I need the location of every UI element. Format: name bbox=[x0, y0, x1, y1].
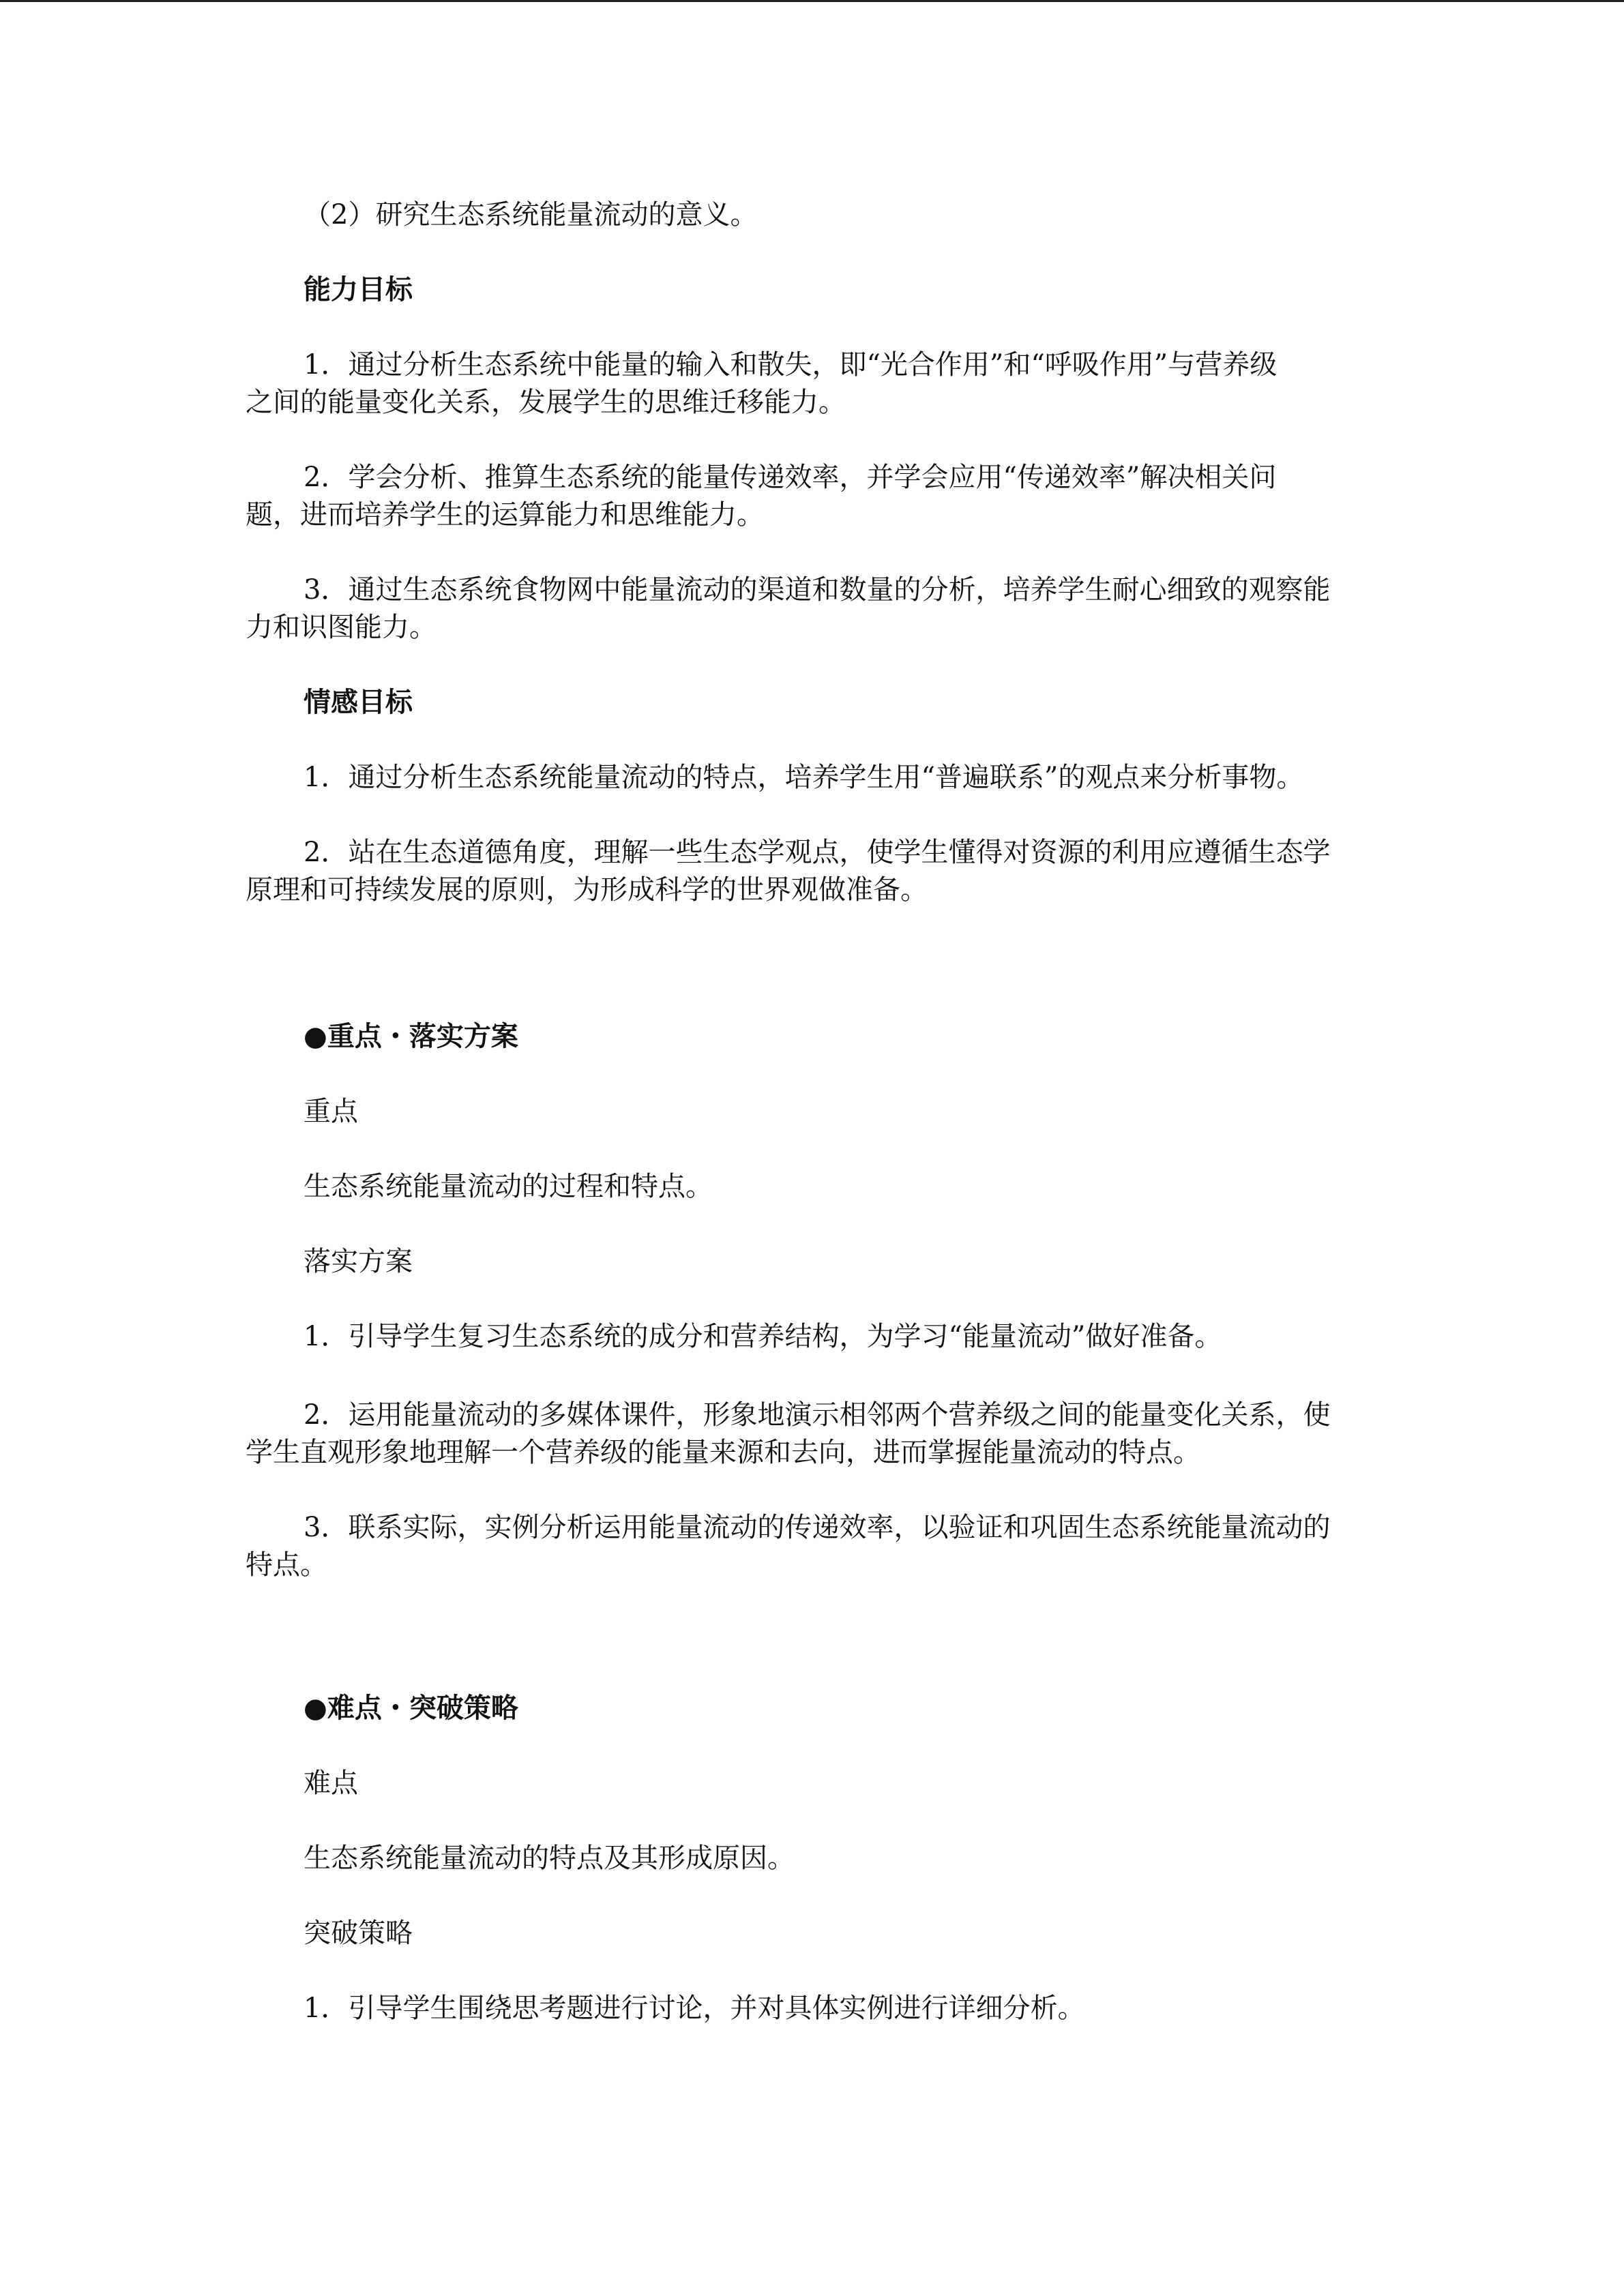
strategy-label: 突破策略 bbox=[304, 1918, 413, 1949]
ability-2-line1: 2．学会分析、推算生态系统的能量传递效率，并学会应用“传递效率”解决相关问 bbox=[304, 462, 1277, 493]
difficulty-label: 难点 bbox=[304, 1768, 358, 1799]
emotion-2-line2: 原理和可持续发展的原则，为形成科学的世界观做准备。 bbox=[246, 874, 928, 906]
key-label: 重点 bbox=[304, 1096, 358, 1127]
heading-key-points: ●重点・落实方案 bbox=[304, 1021, 518, 1052]
implementation-2-line2: 学生直观形象地理解一个营养级的能量来源和去向，进而掌握能量流动的特点。 bbox=[246, 1437, 1200, 1468]
heading-emotion-goals: 情感目标 bbox=[304, 687, 413, 718]
implementation-label: 落实方案 bbox=[304, 1246, 413, 1277]
implementation-3-line1: 3．联系实际，实例分析运用能量流动的传递效率，以验证和巩固生态系统能量流动的 bbox=[304, 1512, 1331, 1543]
ability-1-line1: 1．通过分析生态系统中能量的输入和散失，即“光合作用”和“呼吸作用”与营养级 bbox=[304, 349, 1278, 381]
implementation-3-line2: 特点。 bbox=[246, 1549, 327, 1581]
implementation-1-line1: 1．引导学生复习生态系统的成分和营养结构，为学习“能量流动”做好准备。 bbox=[304, 1321, 1222, 1352]
heading-ability-goals: 能力目标 bbox=[304, 274, 413, 305]
ability-1-line2: 之间的能量变化关系，发展学生的思维迁移能力。 bbox=[246, 387, 846, 418]
difficulty-text: 生态系统能量流动的特点及其形成原因。 bbox=[304, 1843, 795, 1874]
ability-2-line2: 题，进而培养学生的运算能力和思维能力。 bbox=[246, 499, 764, 531]
ability-3-line1: 3．通过生态系统食物网中能量流动的渠道和数量的分析，培养学生耐心细致的观察能 bbox=[304, 574, 1331, 606]
strategy-1-line1: 1．引导学生围绕思考题进行讨论，并对具体实例进行详细分析。 bbox=[304, 1993, 1085, 2024]
emotion-1-line1: 1．通过分析生态系统能量流动的特点，培养学生用“普遍联系”的观点来分析事物。 bbox=[304, 762, 1304, 793]
key-text: 生态系统能量流动的过程和特点。 bbox=[304, 1171, 713, 1202]
ability-3-line2: 力和识图能力。 bbox=[246, 612, 437, 643]
implementation-2-line1: 2．运用能量流动的多媒体课件，形象地演示相邻两个营养级之间的能量变化关系，使 bbox=[304, 1399, 1331, 1431]
goal-2-text: （2）研究生态系统能量流动的意义。 bbox=[304, 199, 758, 230]
emotion-2-line1: 2．站在生态道德角度，理解一些生态学观点，使学生懂得对资源的利用应遵循生态学 bbox=[304, 837, 1331, 868]
heading-difficulties: ●难点・突破策略 bbox=[304, 1693, 518, 1724]
